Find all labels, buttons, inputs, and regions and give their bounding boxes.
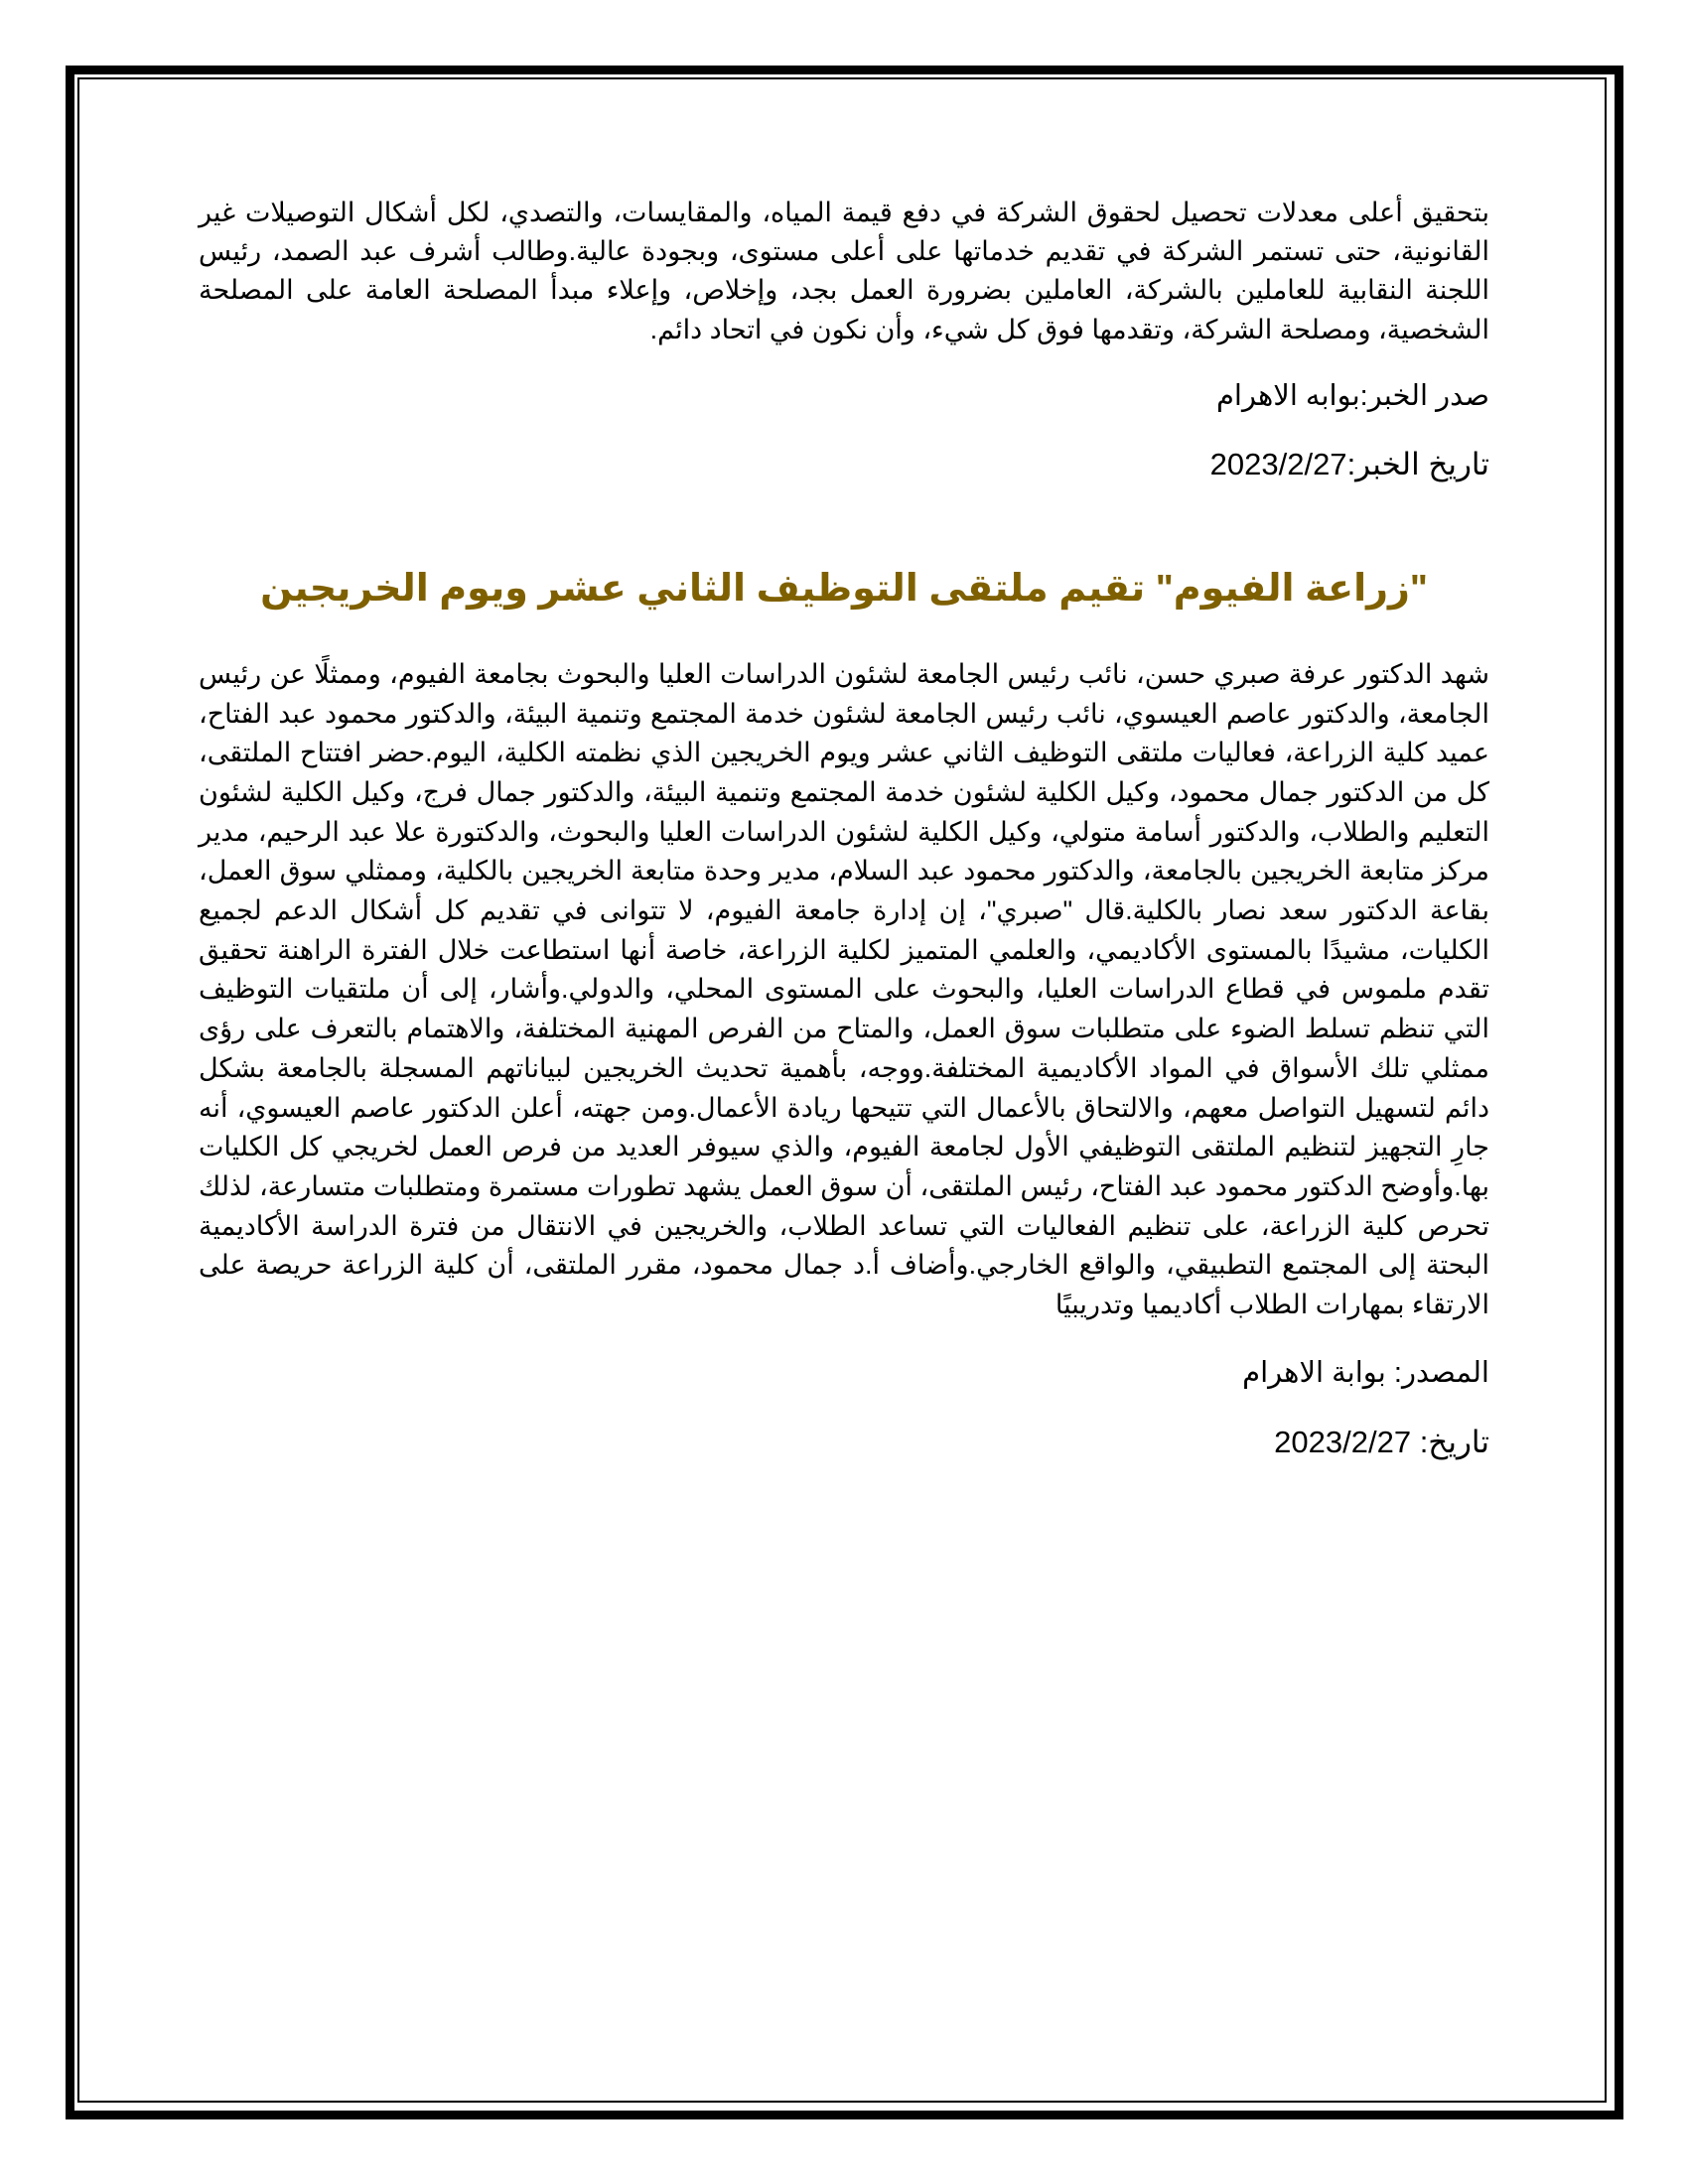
article-2-source: المصدر: بوابة الاهرام bbox=[1242, 1356, 1489, 1389]
article-2-date: تاريخ: 2023/2/27 bbox=[1274, 1424, 1489, 1459]
article-1-date: تاريخ الخبر:2023/2/27 bbox=[1209, 446, 1489, 481]
article-1-continuation bbox=[199, 194, 1489, 484]
document-page bbox=[199, 194, 1489, 1462]
article-2-body: شهد الدكتور عرفة صبري حسن، نائب رئيس الجامعة لشئون الدراسات العليا والبحوث بجامعة الفيوم، وممثلًا عن رئيس الجامعة، والدكتور عاصم العيسوي، نائب رئيس الجامعة لشئون خدمة المجتمع وتنمية البيئة، والدكتور محمود عبد الفتاح، عميد كلية الزراعة، فعاليات ملتقى التوظيف الثاني عشر ويوم الخريجين الذي نظمته الكلية، اليوم.حضر افتتاح الملتقى، كل من الدكتور جمال محمود، وكيل الكلية لشئون خدمة المجتمع وتنمية البيئة، والدكتور جمال فرج، وكيل الكلية لشئون التعليم والطلاب، والدكتور أسامة متولي، وكيل الكلية لشئون الدراسات العليا والبحوث، والدكتورة علا عبد الرحيم، مدير مركز متابعة الخريجين بالجامعة، والدكتور محمود عبد السلام، مدير وحدة متابعة الخريجين بالكلية، وممثلي سوق العمل، بقاعة الدكتور سعد نصار بالكلية.قال "صبري"، إن إدارة جامعة الفيوم، لا تتوانى في تقديم كل أشكال الدعم لجميع الكليات، مشيدًا بالمستوى الأكاديمي، والعلمي المتميز لكلية الزراعة، خاصة أنها استطاعت خلال الفترة الراهنة تحقيق تقدم ملموس في قطاع الدراسات العليا، والبحوث على المستوى المحلي، والدولي.وأشار، إلى أن ملتقيات التوظيف التي تنظم تسلط الضوء على متطلبات سوق العمل، والمتاح من الفرص المهنية المختلفة، والاهتمام بالتعرف على رؤى ممثلي تلك الأسواق في المواد الأكاديمية المختلفة.ووجه، بأهمية تحديث الخريجين لبياناتهم المسجلة بالجامعة بشكل دائم لتسهيل التواصل معهم، والالتحاق بالأعمال التي تتيحها ريادة الأعمال.ومن جهته، أعلن الدكتور عاصم العيسوي، أنه جارِ التجهيز لتنظيم الملتقى التوظيفي الأول لجامعة الفيوم، والذي سيوفر العديد من فرص العمل لخريجي كل الكليات بها.وأوضح الدكتور محمود عبد الفتاح، رئيس الملتقى، أن سوق العمل يشهد تطورات مستمرة ومتطلبات متسارعة، لذلك تحرص كلية الزراعة، على تنظيم الفعاليات التي تساعد الطلاب، والخريجين في الانتقال من فترة الدراسة الأكاديمية البحتة إلى المجتمع التطبيقي، والواقع الخارجي.وأضاف أ.د جمال محمود، مقرر الملتقى، أن كلية الزراعة حريصة على الارتقاء بمهارات الطلاب أكاديميا وتدريبيًا bbox=[199, 658, 1489, 1320]
article-2-title: "زراعة الفيوم" تقيم ملتقى التوظيف الثاني عشر ويوم الخريجين bbox=[260, 567, 1428, 610]
article-2 bbox=[199, 564, 1489, 1462]
article-1-source: صدر الخبر:بوابه الاهرام bbox=[1215, 379, 1489, 412]
article-1-body: بتحقيق أعلى معدلات تحصيل لحقوق الشركة في دفع قيمة المياه، والمقايسات، والتصدي، لكل أشكال التوصيلات غير القانونية، حتى تستمر الشركة في تقديم خدماتها على أعلى مستوى، وبجودة عالية.وطالب أشرف عبد الصمد، رئيس اللجنة النقابية للعاملين بالشركة، العاملين بضرورة العمل بجد، وإخلاص، وإعلاء مبدأ المصلحة العامة على المصلحة الشخصية، ومصلحة الشركة، وتقدمها فوق كل شيء، وأن نكون في اتحاد دائم. bbox=[199, 198, 1489, 344]
